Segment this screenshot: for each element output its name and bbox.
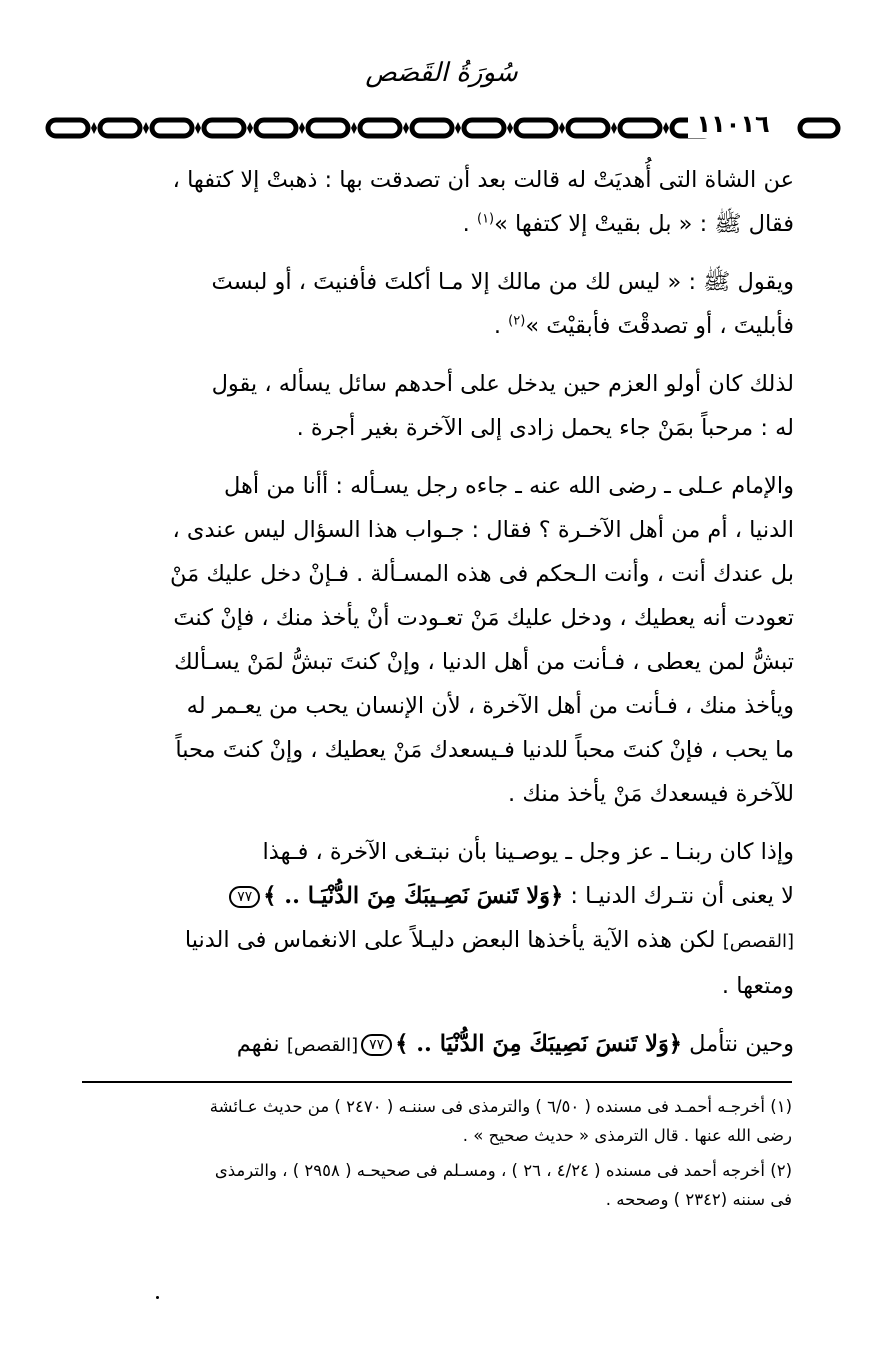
page-number: ١١٠١٦	[688, 110, 778, 138]
text-line: ما يحب ، فإنْ كنتَ محباً للدنيا فـيسعدك مَنْ يعطيك ، وإنْ كنتَ محباً	[175, 737, 794, 763]
text-run: نفهم	[236, 1031, 287, 1057]
quran-quote: ﴿وَلا تَنسَ نَصِـيبَكَ مِنَ الدُّنْيَـا .. ﴾	[263, 883, 564, 909]
text-line: ويأخذ منك ، فـأنت من أهل الآخرة ، لأن الإنسان يحب من يعـمر له	[186, 693, 794, 719]
text-line: له : مرحباً بمَنْ جاء يحمل زادى إلى الآخرة بغير أجرة .	[296, 415, 794, 441]
paragraph-5	[72, 830, 794, 1008]
running-header-title: سُورَةُ القَصَص	[365, 58, 518, 88]
paragraph-2	[72, 260, 794, 348]
text-run: وحين نتأمل	[682, 1031, 794, 1057]
footnote-2	[76, 1156, 792, 1214]
text-line: ومتعها .	[721, 973, 794, 999]
paragraph-3	[72, 362, 794, 450]
footnote-1	[76, 1092, 792, 1150]
text-line	[72, 874, 794, 918]
text-run: .	[462, 211, 477, 237]
text-line	[72, 1022, 794, 1068]
text-line	[72, 918, 794, 964]
footnote-marker-1: (١)	[476, 211, 495, 227]
ayah-number-badge: ٧٧	[361, 1034, 392, 1056]
text-run: لكن هذه الآية يأخذها البعض دليـلاً على الانغماس فى الدنيا	[184, 927, 723, 953]
text-run: فأبليتَ ، أو تصدقْتَ فأبقيْتَ »	[525, 313, 794, 339]
text-line: والإمام عـلى ـ رضى الله عنه ـ جاءه رجل يسـأله : أأنا من أهل	[224, 473, 794, 499]
text-line: للآخرة فيسعدك مَنْ يأخذ منك .	[508, 781, 794, 807]
text-line: بل عندك أنت ، وأنت الـحكم فى هذه المسـألة . فـإنْ دخل عليك مَنْ	[170, 561, 794, 587]
footnote-marker-2: (٢)	[508, 313, 526, 329]
paragraph-6	[72, 1022, 794, 1068]
text-line	[72, 304, 794, 348]
surah-reference: [القصص]	[722, 931, 794, 952]
text-line: لذلك كان أولو العزم حين يدخل على أحدهم سائل يسأله ، يقول	[211, 371, 794, 397]
footnote-line: فى سننه (٢٣٤٢ ) وصححه .	[605, 1190, 792, 1209]
text-line	[72, 202, 794, 246]
text-line: ويقول ﷺ : « ليس لك من مالك إلا مـا أكلتَ فأفنيتَ ، أو لبستَ	[211, 269, 794, 295]
main-text	[72, 158, 794, 1082]
paragraph-1	[72, 158, 794, 246]
footnote-line: (١) أخرجـه أحمـد فى مسنده ( ٦/٥٠ ) والترمذى فى سننـه ( ٢٤٧٠ ) من حديث عـائشة	[209, 1097, 792, 1116]
text-run: لا يعنى أن نتـرك الدنيـا :	[563, 883, 794, 909]
text-run: .	[493, 313, 509, 339]
text-line: تبشُّ لمن يعطى ، فـأنت من أهل الدنيا ، وإنْ كنتَ تبشُّ لمَنْ يسـألك	[174, 649, 794, 675]
footnotes	[76, 1092, 792, 1220]
text-run: فقال ﷺ : « بل بقيتْ إلا كتفها »	[494, 211, 794, 237]
quran-quote: ﴿وَلا تَنسَ نَصِيبَكَ مِنَ الدُّنْيَا .. ﴾	[395, 1031, 682, 1057]
paragraph-4	[72, 464, 794, 816]
surah-reference: [القصص]	[286, 1035, 359, 1056]
text-line: الدنيا ، أم من أهل الآخـرة ؟ فقال : جـواب هذا السؤال ليس عندى ،	[172, 517, 794, 543]
text-line: عن الشاة التى أُهديَتْ له قالت بعد أن تصدقت بها : ذهبتْ إلا كتفها ،	[172, 167, 794, 193]
footnote-line: رضى الله عنها . قال الترمذى « حديث صحيح » .	[462, 1126, 792, 1145]
ayah-number-badge: ٧٧	[229, 886, 260, 908]
footnote-divider	[82, 1081, 792, 1083]
footnote-line: (٢) أخرجه أحمد فى مسنده ( ٤/٢٤ ، ٢٦ ) ، ومسـلم فى صحيحـه ( ٢٩٥٨ ) ، والترمذى	[214, 1161, 792, 1180]
text-line: وإذا كان ربنـا ـ عز وجل ـ يوصـينا بأن نبتـغى الآخرة ، فـهذا	[262, 839, 794, 865]
stray-dot	[156, 1296, 159, 1299]
text-line: تعودت أنه يعطيك ، ودخل عليك مَنْ تعـودت أنْ يأخذ منك ، فإنْ كنتَ	[173, 605, 794, 631]
